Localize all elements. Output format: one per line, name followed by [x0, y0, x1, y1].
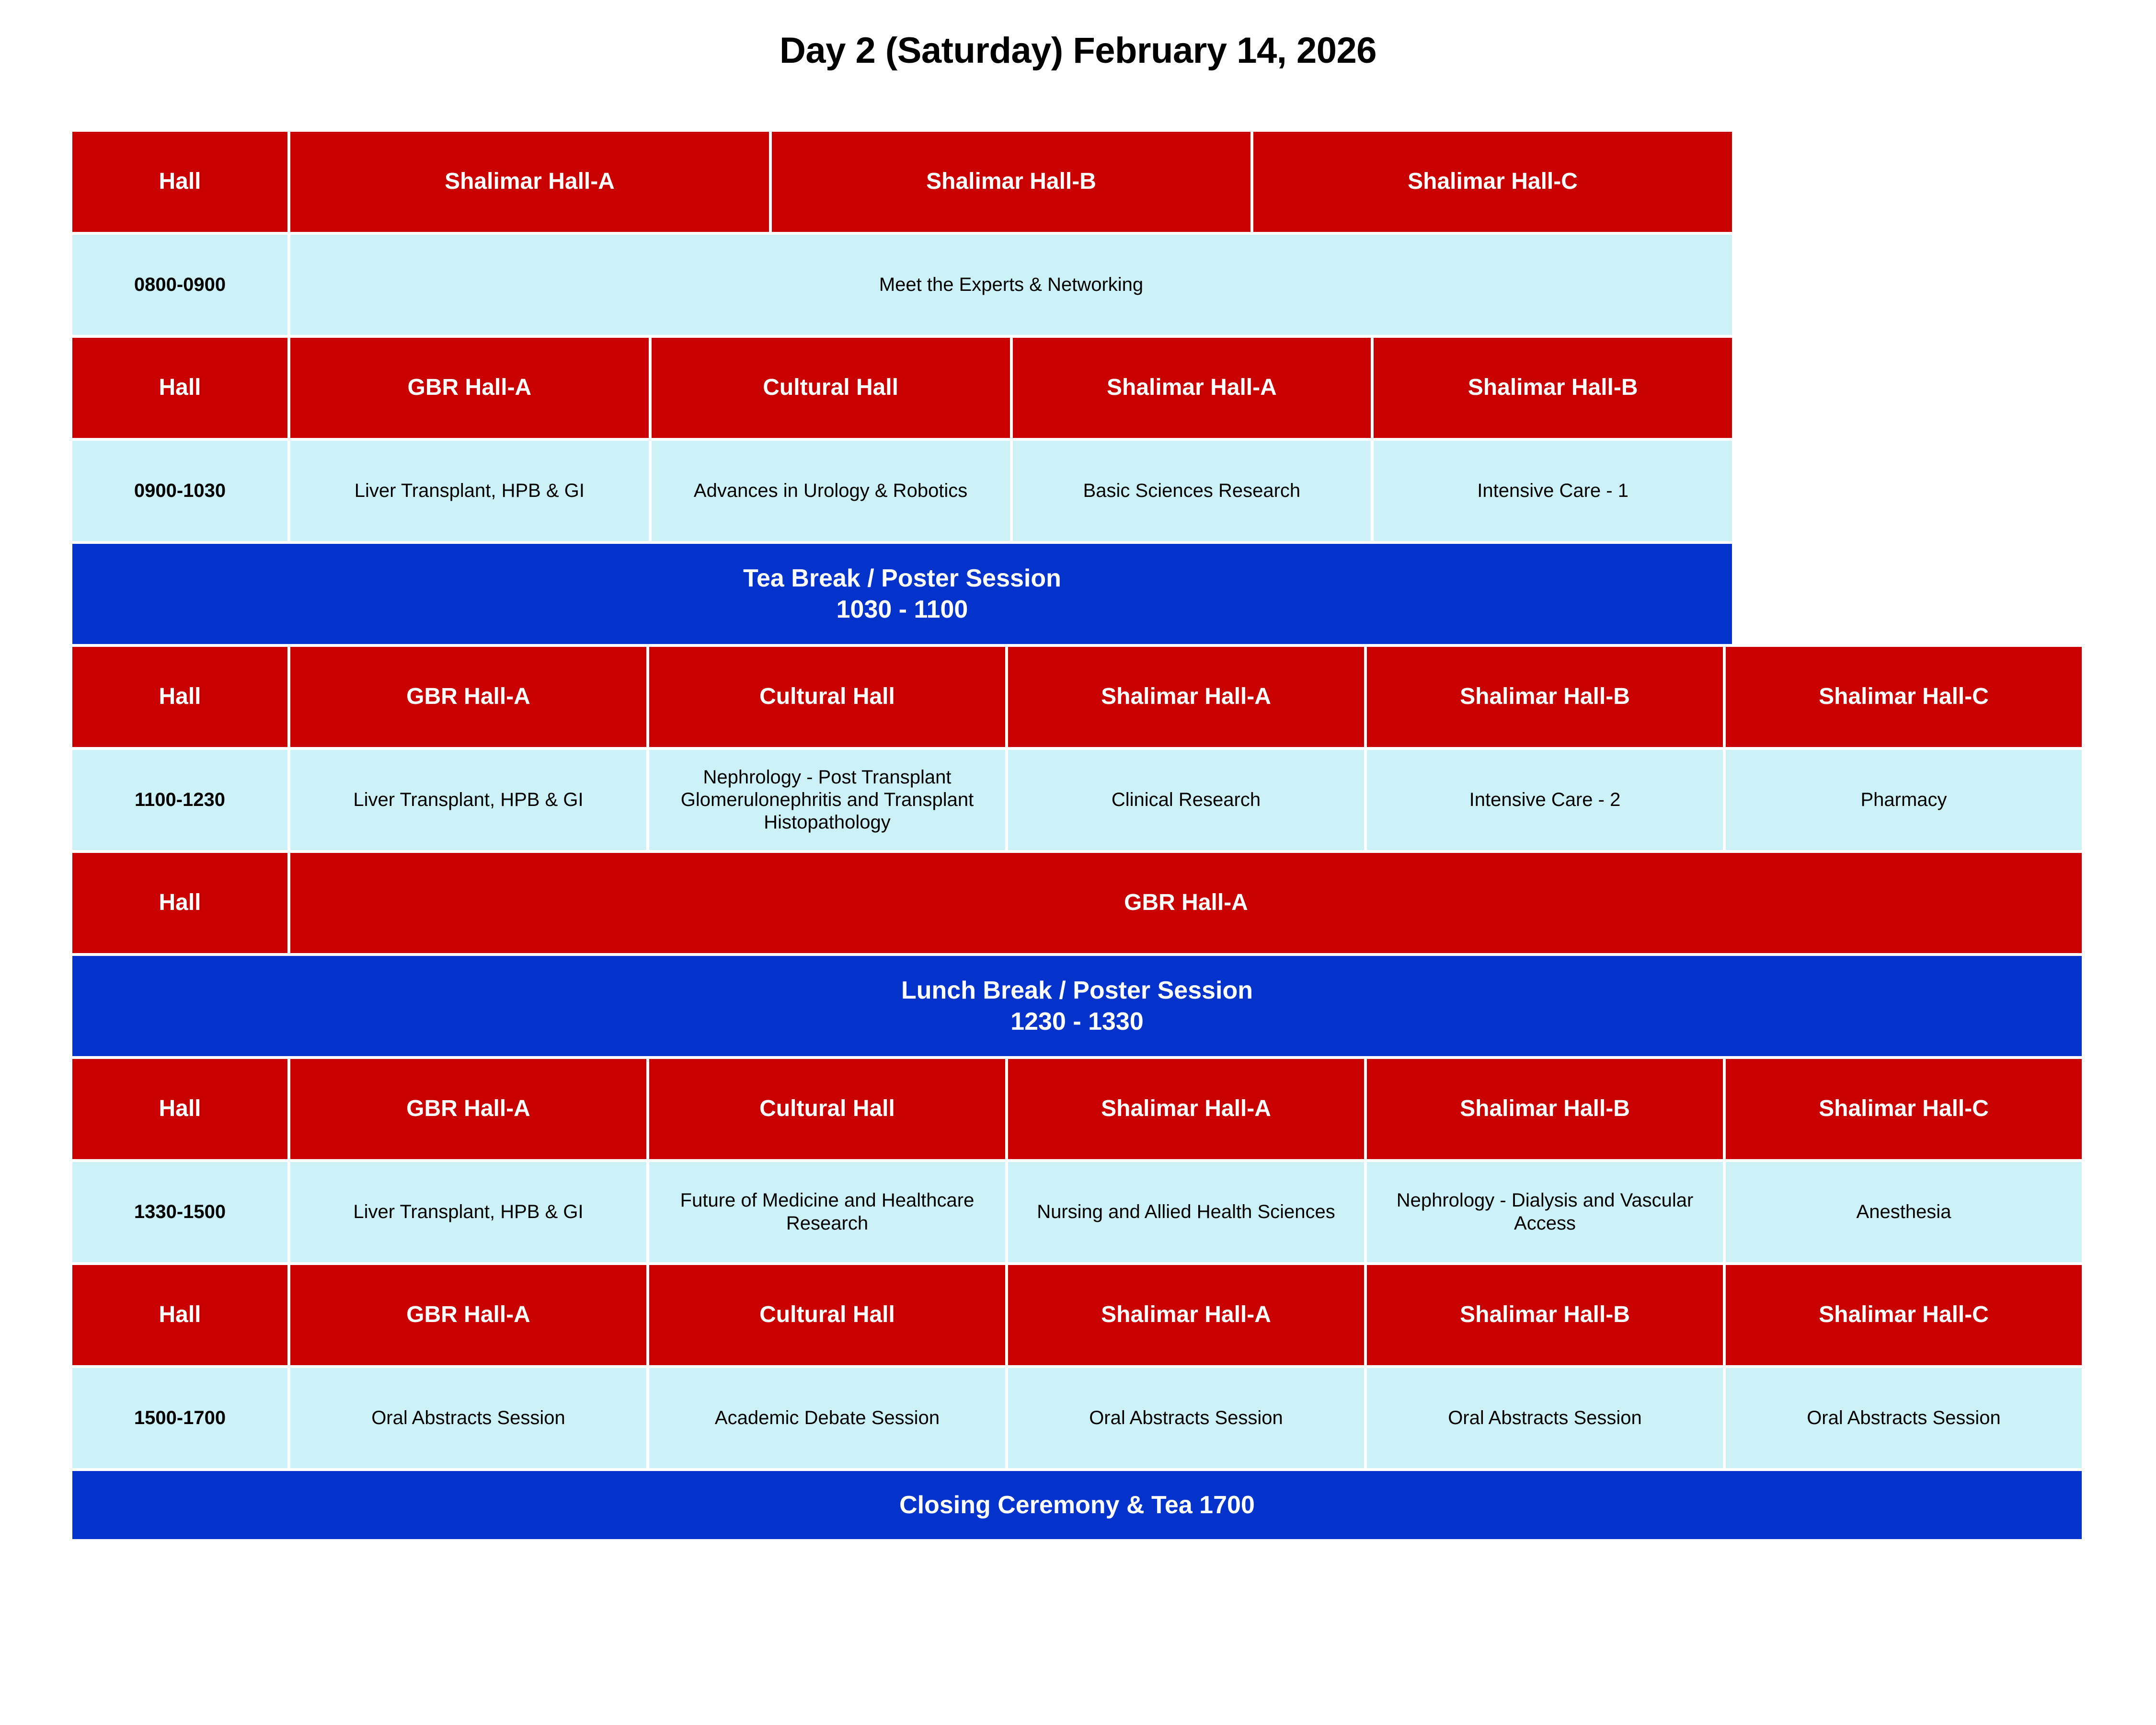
table-row: [71, 1264, 2083, 1367]
session-cell: Liver Transplant, HPB & GI: [289, 1161, 648, 1264]
time-slot-0800-0900: 0800-0900: [71, 233, 289, 336]
session-cell: Liver Transplant, HPB & GI: [289, 748, 648, 851]
session-cell: Oral Abstracts Session: [289, 1367, 648, 1470]
session-cell: Intensive Care - 1: [1372, 439, 1733, 542]
session-cell: Intensive Care - 2: [1365, 748, 1724, 851]
lunch-break-band: [71, 954, 2083, 1058]
hall-shalimar-c: Shalimar Hall-C: [1724, 645, 2083, 748]
hall-label: Hall: [71, 851, 289, 954]
session-cell: Advances in Urology & Robotics: [650, 439, 1011, 542]
session-cell: Academic Debate Session: [648, 1367, 1007, 1470]
hall-shalimar-a: Shalimar Hall-A: [1011, 336, 1373, 439]
table-row: [71, 130, 1733, 233]
hall-label: Hall: [71, 130, 289, 233]
session-cell: Oral Abstracts Session: [1007, 1367, 1365, 1470]
table-row: [71, 851, 2083, 954]
hall-cultural: Cultural Hall: [648, 1264, 1007, 1367]
hall-shalimar-b: Shalimar Hall-B: [770, 130, 1252, 233]
hall-shalimar-a: Shalimar Hall-A: [289, 130, 770, 233]
hall-gbr-a: GBR Hall-A: [289, 336, 650, 439]
lunch-break-label: Lunch Break / Poster Session: [901, 976, 1253, 1004]
table-row: [71, 1161, 2083, 1264]
table-row: [71, 1058, 2083, 1161]
session-cell: Basic Sciences Research: [1011, 439, 1373, 542]
table-row: [71, 1367, 2083, 1470]
hall-cultural: Cultural Hall: [648, 645, 1007, 748]
hall-shalimar-b: Shalimar Hall-B: [1372, 336, 1733, 439]
time-slot-1100-1230: 1100-1230: [71, 748, 289, 851]
table-row: [71, 748, 2083, 851]
session-meet-the-experts: Meet the Experts & Networking: [289, 233, 1733, 336]
hall-label: Hall: [71, 1058, 289, 1161]
hall-gbr-a: GBR Hall-A: [289, 1058, 648, 1161]
hall-shalimar-a: Shalimar Hall-A: [1007, 1058, 1365, 1161]
tea-break-band: [71, 542, 1733, 645]
session-cell: Nursing and Allied Health Sciences: [1007, 1161, 1365, 1264]
session-cell: Clinical Research: [1007, 748, 1365, 851]
hall-shalimar-a: Shalimar Hall-A: [1007, 645, 1365, 748]
session-cell: Nephrology - Dialysis and Vascular Access: [1365, 1161, 1724, 1264]
hall-shalimar-c: Shalimar Hall-C: [1724, 1264, 2083, 1367]
hall-cultural: Cultural Hall: [650, 336, 1011, 439]
time-slot-1330-1500: 1330-1500: [71, 1161, 289, 1264]
closing-ceremony-band: [71, 1470, 2083, 1541]
hall-label: Hall: [71, 1264, 289, 1367]
hall-shalimar-b: Shalimar Hall-B: [1365, 1058, 1724, 1161]
hall-shalimar-b: Shalimar Hall-B: [1365, 1264, 1724, 1367]
hall-cultural: Cultural Hall: [648, 1058, 1007, 1161]
table-row: [71, 439, 1733, 542]
lunch-break-time: 1230 - 1330: [1010, 1007, 1144, 1035]
time-slot-1500-1700: 1500-1700: [71, 1367, 289, 1470]
session-cell: Oral Abstracts Session: [1724, 1367, 2083, 1470]
hall-shalimar-c: Shalimar Hall-C: [1252, 130, 1733, 233]
session-cell: Future of Medicine and Healthcare Research: [648, 1161, 1007, 1264]
session-cell: Liver Transplant, HPB & GI: [289, 439, 650, 542]
hall-shalimar-b: Shalimar Hall-B: [1365, 645, 1724, 748]
schedule-table: [71, 130, 2083, 1541]
session-cell: Anesthesia: [1724, 1161, 2083, 1264]
hall-label: Hall: [71, 645, 289, 748]
hall-label: Hall: [71, 336, 289, 439]
time-slot-0900-1030: 0900-1030: [71, 439, 289, 542]
session-cell: Nephrology - Post Transplant Glomerulonephritis and Transplant Histopathology: [648, 748, 1007, 851]
session-cell: Pharmacy: [1724, 748, 2083, 851]
table-row: [71, 233, 1733, 336]
hall-shalimar-c: Shalimar Hall-C: [1724, 1058, 2083, 1161]
tea-break-time: 1030 - 1100: [836, 595, 968, 623]
tea-break-label: Tea Break / Poster Session: [743, 564, 1061, 592]
hall-gbr-a-wide: GBR Hall-A: [289, 851, 2083, 954]
closing-ceremony-label: Closing Ceremony & Tea 1700: [899, 1491, 1255, 1519]
session-cell: Oral Abstracts Session: [1365, 1367, 1724, 1470]
table-row: [71, 336, 1733, 439]
hall-shalimar-a: Shalimar Hall-A: [1007, 1264, 1365, 1367]
table-row: [71, 645, 2083, 748]
page-title: Day 2 (Saturday) February 14, 2026: [779, 30, 1377, 71]
hall-gbr-a: GBR Hall-A: [289, 645, 648, 748]
hall-gbr-a: GBR Hall-A: [289, 1264, 648, 1367]
